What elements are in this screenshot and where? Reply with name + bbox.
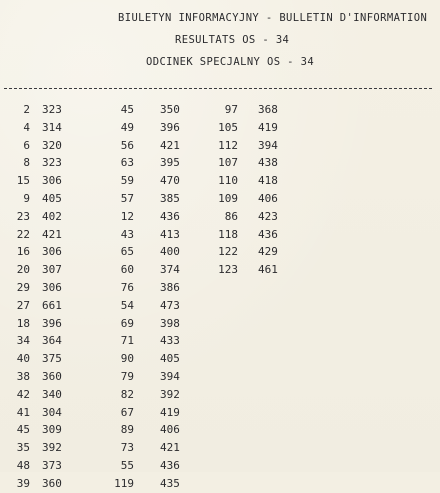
stage-time: 323 xyxy=(42,103,62,116)
stage-time: 470 xyxy=(160,174,180,188)
car-number: 49 xyxy=(120,120,134,134)
stage-time: 406 xyxy=(160,423,180,437)
stage-time: 429 xyxy=(258,245,278,259)
car-number: 41 xyxy=(16,405,30,419)
stage-time: 392 xyxy=(160,387,180,401)
car-number: 54 xyxy=(120,298,134,312)
car-number: 123 xyxy=(218,263,238,277)
stage-time: 421 xyxy=(160,441,180,455)
car-number: 82 xyxy=(120,387,134,401)
car-number: 42 xyxy=(16,387,30,401)
car-number: 69 xyxy=(120,316,134,330)
stage-time: 373 xyxy=(42,458,62,472)
stage-time: 396 xyxy=(42,316,62,330)
dashed-divider xyxy=(4,88,432,89)
car-number: 79 xyxy=(120,369,134,383)
stage-time: 394 xyxy=(258,138,278,152)
car-number: 29 xyxy=(16,280,30,294)
car-number: 6 xyxy=(23,138,30,152)
car-number: 45 xyxy=(120,103,134,116)
car-number: 4 xyxy=(23,120,30,134)
stage-time: 368 xyxy=(258,103,278,116)
stage-time: 306 xyxy=(42,280,62,294)
stage-time: 436 xyxy=(258,227,278,241)
stage-time: 402 xyxy=(42,209,62,223)
car-number: 43 xyxy=(120,227,134,241)
stage-time: 360 xyxy=(42,476,62,490)
car-number: 22 xyxy=(16,227,30,241)
car-number: 67 xyxy=(120,405,134,419)
car-number: 112 xyxy=(218,138,238,152)
car-number: 38 xyxy=(16,369,30,383)
bulletin-title: BIULETYN INFORMACYJNY - BULLETIN D'INFORMATION xyxy=(118,12,428,24)
stage-time: 374 xyxy=(160,263,180,277)
stage-time: 340 xyxy=(42,387,62,401)
car-number: 73 xyxy=(120,441,134,455)
stage-time: 385 xyxy=(160,191,180,205)
stage-time: 350 xyxy=(160,103,180,116)
results-table xyxy=(0,101,440,490)
stage-time: 375 xyxy=(42,352,62,366)
stage-time: 398 xyxy=(160,316,180,330)
car-number: 109 xyxy=(218,191,238,205)
stage-time: 405 xyxy=(160,352,180,366)
stage-time: 405 xyxy=(42,191,62,205)
stage-time: 423 xyxy=(258,209,278,223)
stage-time: 360 xyxy=(42,369,62,383)
car-number: 20 xyxy=(16,263,30,277)
car-number: 34 xyxy=(16,334,30,348)
stage-time: 461 xyxy=(258,263,278,277)
car-number: 15 xyxy=(16,174,30,188)
car-number: 122 xyxy=(218,245,238,259)
stage-time: 309 xyxy=(42,423,62,437)
stage-time: 307 xyxy=(42,263,62,277)
car-number: 39 xyxy=(16,476,30,490)
car-number: 8 xyxy=(23,156,30,170)
car-number: 40 xyxy=(16,352,30,366)
stage-time: 413 xyxy=(160,227,180,241)
stage-time: 406 xyxy=(258,191,278,205)
car-number: 76 xyxy=(120,280,134,294)
car-number: 57 xyxy=(120,191,134,205)
car-number: 71 xyxy=(120,334,134,348)
stage-time: 436 xyxy=(160,458,180,472)
car-number: 48 xyxy=(16,458,30,472)
stage-time: 419 xyxy=(160,405,180,419)
car-number: 107 xyxy=(218,156,238,170)
stage-time: 396 xyxy=(160,120,180,134)
stage-time: 418 xyxy=(258,174,278,188)
stage-time: 323 xyxy=(42,156,62,170)
car-number: 23 xyxy=(16,209,30,223)
car-number: 63 xyxy=(120,156,134,170)
stage-time: 306 xyxy=(42,174,62,188)
stage-time: 421 xyxy=(42,227,62,241)
car-number: 2 xyxy=(23,103,30,116)
car-number: 65 xyxy=(120,245,134,259)
car-number: 9 xyxy=(23,191,30,205)
stage-time: 400 xyxy=(160,245,180,259)
stage-time: 386 xyxy=(160,280,180,294)
car-number: 16 xyxy=(16,245,30,259)
stage-time: 306 xyxy=(42,245,62,259)
stage-time: 304 xyxy=(42,405,62,419)
stage-time: 421 xyxy=(160,138,180,152)
car-number: 56 xyxy=(120,138,134,152)
results-subtitle: RESULTATS OS - 34 xyxy=(175,34,290,46)
stage-time: 320 xyxy=(42,138,62,152)
car-number: 89 xyxy=(120,423,134,437)
stage-time: 438 xyxy=(258,156,278,170)
stage-time: 314 xyxy=(42,120,62,134)
stage-time: 364 xyxy=(42,334,62,348)
stage-time: 395 xyxy=(160,156,180,170)
special-stage-subtitle: ODCINEK SPECJALNY OS - 34 xyxy=(146,56,315,68)
car-number: 118 xyxy=(218,227,238,241)
stage-time: 435 xyxy=(160,476,180,490)
car-number: 97 xyxy=(224,103,238,116)
stage-time: 661 xyxy=(42,298,62,312)
car-number: 35 xyxy=(16,441,30,455)
car-number: 86 xyxy=(224,209,238,223)
car-number: 27 xyxy=(16,298,30,312)
stage-time: 436 xyxy=(160,209,180,223)
car-number: 119 xyxy=(114,476,134,490)
car-number: 90 xyxy=(120,352,134,366)
car-number: 18 xyxy=(16,316,30,330)
car-number: 55 xyxy=(120,458,134,472)
stage-time: 419 xyxy=(258,120,278,134)
stage-time: 473 xyxy=(160,298,180,312)
car-number: 45 xyxy=(16,423,30,437)
car-number: 59 xyxy=(120,174,134,188)
car-number: 60 xyxy=(120,263,134,277)
stage-time: 433 xyxy=(160,334,180,348)
stage-time: 394 xyxy=(160,369,180,383)
stage-time: 392 xyxy=(42,441,62,455)
car-number: 110 xyxy=(218,174,238,188)
car-number: 105 xyxy=(218,120,238,134)
car-number: 12 xyxy=(120,209,134,223)
